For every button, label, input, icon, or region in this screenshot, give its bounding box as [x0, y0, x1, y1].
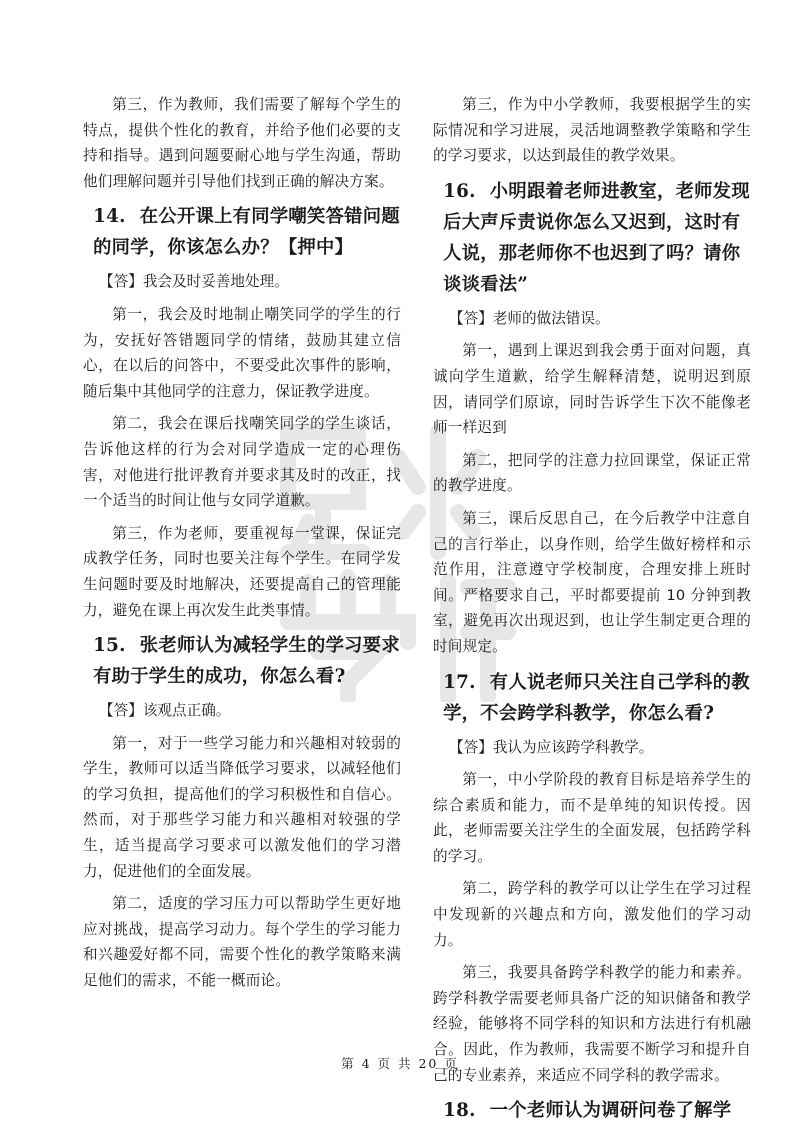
paragraph: 第二，适度的学习压力可以帮助学生更好地应对挑战，提高学习动力。每个学生的学习能力和兴趣爱好都不同，需要个性化的教学策略来满足他们的需求，不能一概而论。 — [83, 895, 401, 990]
question-heading — [83, 630, 401, 692]
question-number: 14. — [93, 206, 126, 228]
paragraph: 第三，作为老师，要重视每一堂课，保证完成教学任务，同时也要关注每个学生。在同学发生问题时要及时地解决，还要提高自己的管理能力，避免在课上再次发生此类事情。 — [83, 524, 401, 619]
question-number: 16. — [443, 180, 476, 202]
question-heading — [433, 667, 751, 729]
paragraph: 第二，把同学的注意力拉回课堂，保证正常的教学进度。 — [433, 451, 751, 495]
answer-label: 【答】老师的做法错误。 — [449, 309, 610, 327]
paragraph: 第三，我要具备跨学科教学的能力和素养。跨学科教学需要老师具备广泛的知识储备和教学经验，能够将不同学科的知识和方法进行有机融合。因此，作为教师，我需要不断学习和提升自己的专业素养，来适应不同学科的教学需求。 — [433, 964, 751, 1084]
question-number: 17. — [443, 671, 476, 693]
question-text: 张老师认为减轻学生的学习要求有助于学生的成功，你怎么看? — [93, 635, 400, 688]
question-heading — [433, 176, 751, 300]
question-number: 15. — [93, 635, 126, 657]
paragraph: 第一，对于一些学习能力和兴趣相对较弱的学生，教师可以适当降低学习要求，以减轻他们的学习负担，提高他们的学习积极性和自信心。然而，对于那些学习能力和兴趣相对较强的学生，适当提高学习要求可以激发他们的学习潜力，促进他们的全面发展。 — [83, 734, 401, 880]
question-text: 一个老师认为调研问卷了解学 — [489, 1100, 732, 1122]
paragraph: 第三，作为教师，我们需要了解每个学生的特点，提供个性化的教育，并给予他们必要的支持和指导。遇到问题要耐心地与学生沟通，帮助他们理解问题并引导他们找到正确的解决方案。 — [83, 96, 401, 190]
question-text: 有人说老师只关注自己学科的教学，不会跨学科教学，你怎么看? — [443, 671, 750, 724]
answer-label: 【答】该观点正确。 — [99, 702, 231, 720]
paragraph: 第一，我会及时地制止嘲笑同学的学生的行为，安抚好答错题同学的情绪，鼓励其建立信心，在以后的问答中，不要受此次事件的影响，随后集中其他同学的注意力，保证教学进度。 — [83, 305, 401, 400]
paragraph: 第三，课后反思自己，在今后教学中注意自己的言行举止，以身作则，给学生做好榜样和示范作用，注意遵守学校制度，合理安排上班时间。严格要求自己，平时都要提前 10 分钟到教室，避免再次出现迟到，也让学生制定更合理的时间规定。 — [433, 509, 751, 655]
question-heading — [433, 1095, 751, 1126]
question-text: 小明跟着老师进教室，老师发现后大声斥责说你怎么又迟到，这时有人说，那老师你不也迟到了吗？请你谈谈看法” — [443, 180, 750, 295]
answer-label: 【答】我认为应该跨学科教学。 — [449, 738, 654, 756]
page-footer: 第 4 页 共 20 页 — [341, 1056, 459, 1071]
paragraph: 第三，作为中小学教师，我要根据学生的实际情况和学习进展，灵活地调整教学策略和学生的学习要求，以达到最佳的教学效果。 — [433, 96, 751, 165]
paragraph: 第一，中小学阶段的教育目标是培养学生的综合素质和能力，而不是单纯的知识传授。因此，老师需要关注学生的全面发展，包括跨学科的学习。 — [433, 771, 751, 865]
question-heading — [83, 201, 401, 263]
right-column — [433, 92, 751, 1132]
question-text: 在公开课上有同学嘲笑答错问题的同学，你该怎么办？【押中】 — [93, 206, 400, 259]
left-column — [83, 92, 401, 1001]
paragraph: 第一，遇到上课迟到我会勇于面对问题，真诚向学生道歉，给学生解释清楚，说明迟到原因，请同学们原谅，同时告诉学生下次不能像老师一样迟到 — [433, 342, 751, 437]
paragraph: 第二，跨学科的教学可以让学生在学习过程中发现新的兴趣点和方向，激发他们的学习动力。 — [433, 880, 751, 949]
paragraph: 第二，我会在课后找嘲笑同学的学生谈话，告诉他这样的行为会对同学造成一定的心理伤害，对他进行批评教育并要求其及时的改正，找一个适当的时间让他与女同学道歉。 — [83, 415, 401, 510]
answer-label: 【答】我会及时妥善地处理。 — [99, 273, 289, 291]
question-number: 18. — [443, 1100, 476, 1122]
